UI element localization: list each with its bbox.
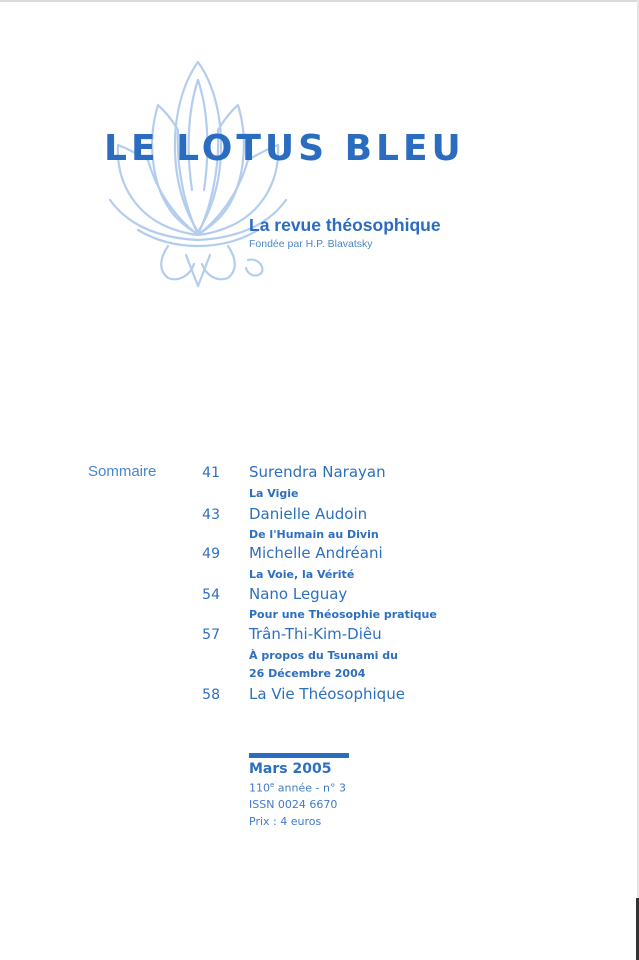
toc-article-title: La Vigie [249,487,299,500]
toc-author: Danielle Audoin [249,505,368,523]
toc-page-number: 49 [202,546,220,562]
price: Prix : 4 euros [249,815,322,828]
issue-year-suffix: année - n° 3 [274,781,346,795]
magazine-subtitle: La revue théosophique [249,215,441,235]
toc-author: Surendra Narayan [249,463,386,481]
toc-page-number: 54 [202,587,220,603]
toc-article-title: La Voie, la Vérité [249,568,355,581]
toc-author: Trân-Thi-Kim-Diêu [249,625,382,643]
toc-page-number: 43 [202,507,220,523]
issue-date: Mars 2005 [249,761,332,777]
magazine-title: LE LOTUS BLEU [104,128,465,169]
toc-page-number: 58 [202,687,220,703]
toc-article-title: À propos du Tsunami du [249,649,398,662]
toc-article-title: De l'Humain au Divin [249,528,379,541]
toc-heading: Sommaire [88,463,157,480]
issn: ISSN 0024 6670 [249,798,338,811]
toc-page-number: 57 [202,627,220,643]
issue-year-ordinal: e [270,781,275,789]
issue-year-number: 110 [249,781,270,795]
page-top-edge [0,0,639,2]
toc-author: Michelle Andréani [249,544,383,562]
toc-page-number: 41 [202,465,220,481]
toc-author: Nano Leguay [249,585,348,603]
toc-author: La Vie Théosophique [249,685,405,703]
issue-number [249,781,346,795]
toc-article-title-line2: 26 Décembre 2004 [249,667,366,680]
lotus-logo-icon [98,50,298,290]
toc-article-title: Pour une Théosophie pratique [249,608,437,621]
founder-line: Fondée par H.P. Blavatsky [249,238,373,250]
issue-divider [249,753,349,758]
